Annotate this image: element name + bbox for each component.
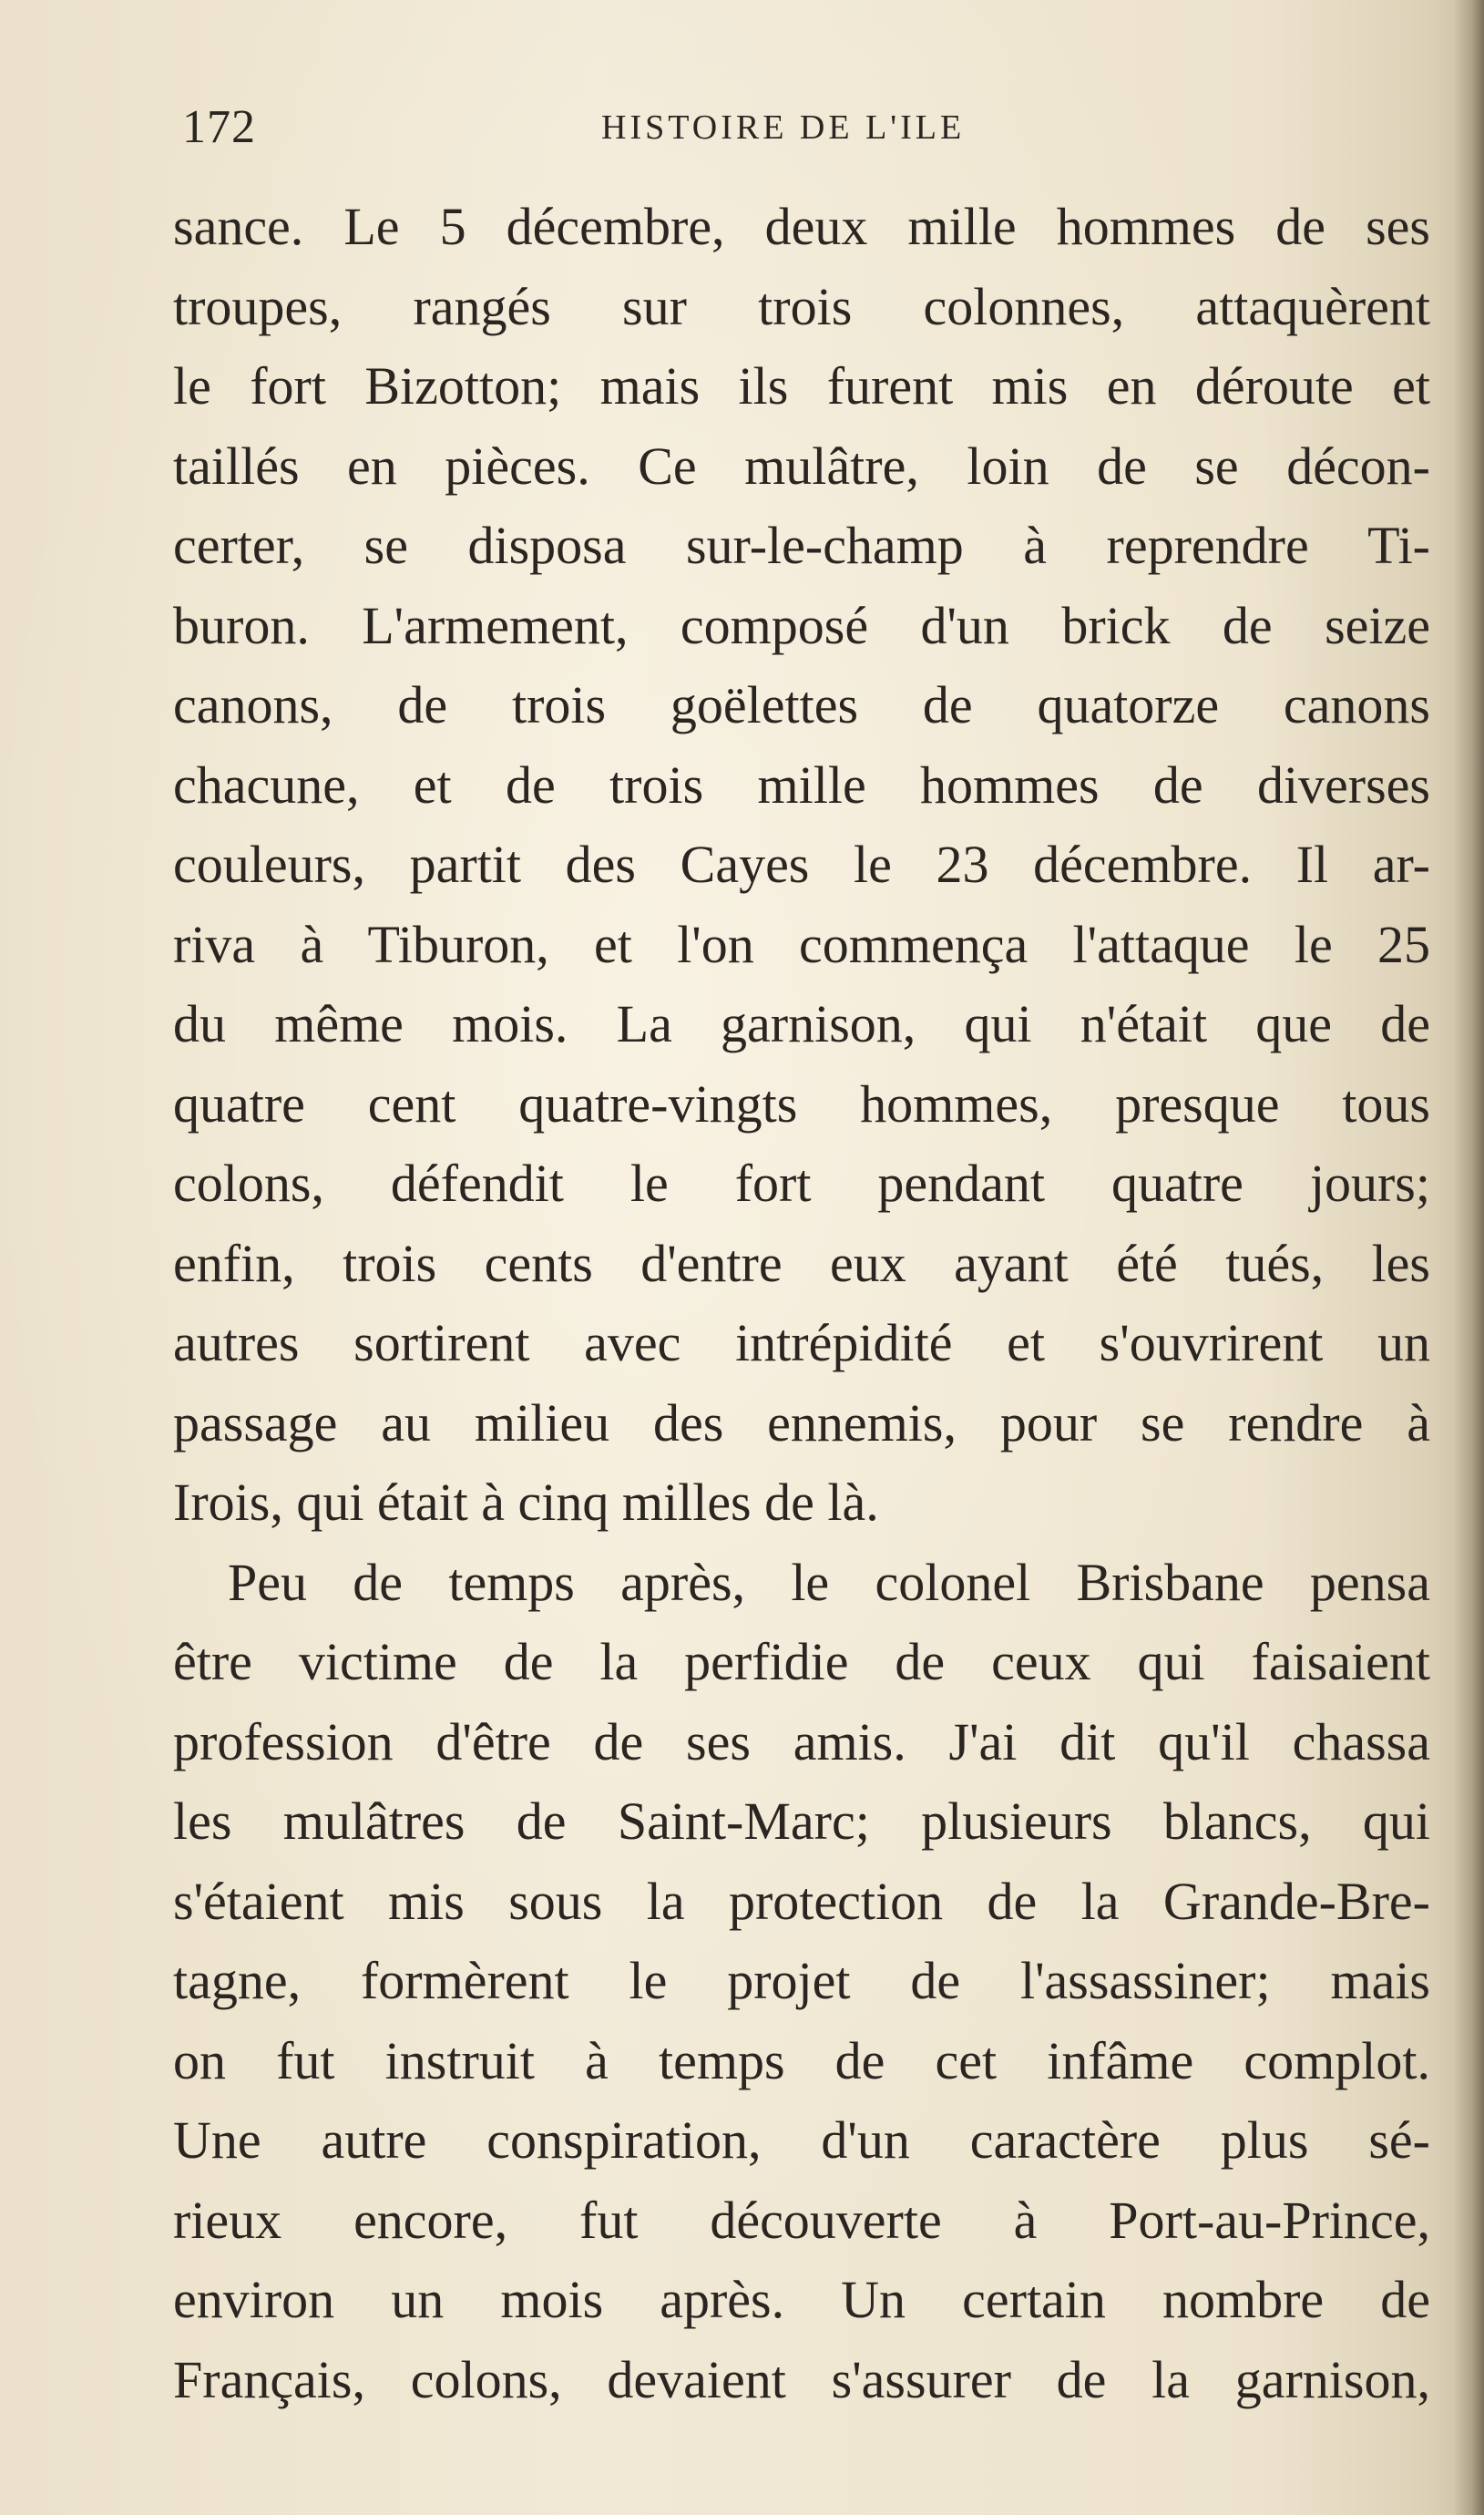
page-number: 172 <box>182 101 256 153</box>
text-line: riva à Tiburon, et l'on commença l'attaque le 25 <box>173 914 1430 974</box>
text-line: du même mois. La garnison, qui n'était que de <box>173 994 1430 1053</box>
text-line: quatre cent quatre-vingts hommes, presque tous <box>173 1073 1430 1134</box>
page-gutter-shadow <box>1453 0 1484 2515</box>
text-line: Une autre conspiration, d'un caractère plus sé- <box>173 2110 1430 2170</box>
text-line: certer, se disposa sur-le-champ à reprendre Ti- <box>173 516 1430 575</box>
text-line: le fort Bizotton; mais ils furent mis en déroute et <box>173 356 1430 416</box>
text-line: profession d'être de ses amis. J'ai dit qu'il chassa <box>173 1711 1430 1771</box>
text-line: s'étaient mis sous la protection de la Grande-Bre- <box>173 1871 1430 1931</box>
text-line: chacune, et de trois mille hommes de diverses <box>173 754 1430 815</box>
text-line: tagne, formèrent le projet de l'assassiner; mais <box>173 1951 1430 2010</box>
text-line: les mulâtres de Saint-Marc; plusieurs blancs, qui <box>173 1791 1430 1851</box>
text-line: enfin, trois cents d'entre eux ayant été tués, les <box>173 1233 1430 1293</box>
text-line: troupes, rangés sur trois colonnes, attaquèrent <box>173 276 1430 336</box>
text-line: taillés en pièces. Ce mulâtre, loin de se décon- <box>173 436 1430 496</box>
running-title: HISTOIRE DE L'ILE <box>601 108 966 147</box>
text-line: rieux encore, fut découverte à Port-au-Prince, <box>173 2190 1430 2250</box>
text-line: environ un mois après. Un certain nombre de <box>173 2270 1430 2329</box>
text-line: passage au milieu des ennemis, pour se rendre à <box>173 1392 1430 1453</box>
text-line: Français, colons, devaient s'assurer de la garnison, <box>173 2349 1430 2409</box>
text-line: canons, de trois goëlettes de quatorze canons <box>173 675 1430 734</box>
text-line: colons, défendit le fort pendant quatre jours; <box>173 1154 1430 1213</box>
body-text <box>173 187 1430 2419</box>
page-header <box>182 100 1439 173</box>
text-line: couleurs, partit des Cayes le 23 décembre. Il ar- <box>173 835 1430 894</box>
text-line: buron. L'armement, composé d'un brick de seize <box>173 595 1430 655</box>
text-line: sance. Le 5 décembre, deux mille hommes de ses <box>173 197 1430 256</box>
paragraph-start-line: Peu de temps après, le colonel Brisbane pensa <box>228 1552 1430 1612</box>
text-line: être victime de la perfidie de ceux qui faisaient <box>173 1632 1430 1691</box>
text-line: on fut instruit à temps de cet infâme complot. <box>173 2030 1430 2090</box>
paragraph-end-line: Irois, qui était à cinq milles de là. <box>173 1473 879 1532</box>
text-line: autres sortirent avec intrépidité et s'ouvrirent un <box>173 1313 1430 1372</box>
